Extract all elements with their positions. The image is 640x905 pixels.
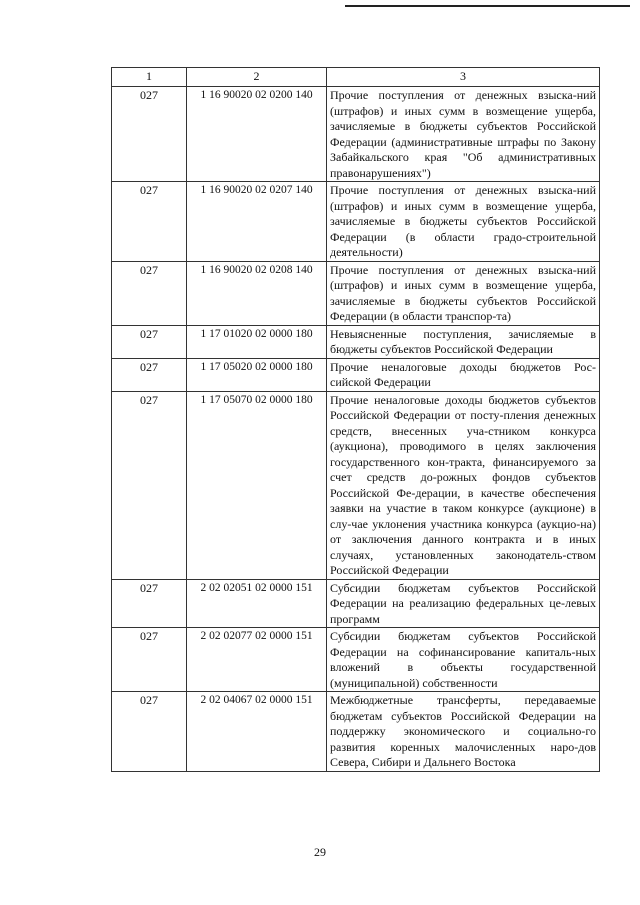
admin-code-cell: 027	[112, 391, 187, 579]
table-row	[112, 87, 600, 182]
kbk-code-cell: 1 17 01020 02 0000 180	[187, 325, 327, 358]
kbk-code-cell: 2 02 02051 02 0000 151	[187, 579, 327, 628]
kbk-code-cell: 1 16 90020 02 0207 140	[187, 182, 327, 262]
scan-mark-line	[345, 5, 630, 7]
description-cell: Субсидии бюджетам субъектов Российской Федерации на софинансирование капиталь-ных вложений в объекты государственной (муниципальной) собственности	[327, 628, 600, 692]
description-cell: Субсидии бюджетам субъектов Российской Федерации на реализацию федеральных це-левых программ	[327, 579, 600, 628]
table-row	[112, 628, 600, 692]
admin-code-cell: 027	[112, 182, 187, 262]
header-col-1: 1	[112, 68, 187, 87]
kbk-code-cell: 1 16 90020 02 0208 140	[187, 261, 327, 325]
budget-code-table	[111, 67, 600, 772]
table-row	[112, 391, 600, 579]
table-row	[112, 358, 600, 391]
description-cell: Прочие поступления от денежных взыска-ний (штрафов) и иных сумм в возмещение ущерба, зачисляемые в бюджеты субъектов Российской Федерации (в области транспор-та)	[327, 261, 600, 325]
kbk-code-cell: 2 02 04067 02 0000 151	[187, 692, 327, 772]
table-row	[112, 182, 600, 262]
kbk-code-cell: 1 17 05070 02 0000 180	[187, 391, 327, 579]
description-cell: Невыясненные поступления, зачисляемые в бюджеты субъектов Российской Федерации	[327, 325, 600, 358]
description-cell: Межбюджетные трансферты, передаваемые бюджетам субъектов Российской Федерации на поддержку экономического и социально-го развития коренных малочисленных наро-дов Севера, Сибири и Дальнего Востока	[327, 692, 600, 772]
admin-code-cell: 027	[112, 261, 187, 325]
admin-code-cell: 027	[112, 692, 187, 772]
header-col-3: 3	[327, 68, 600, 87]
description-cell: Прочие поступления от денежных взыска-ний (штрафов) и иных сумм в возмещение ущерба, зачисляемые в бюджеты субъектов Российской Федерации (в области градо-строительной деятельности)	[327, 182, 600, 262]
kbk-code-cell: 2 02 02077 02 0000 151	[187, 628, 327, 692]
admin-code-cell: 027	[112, 325, 187, 358]
table-row	[112, 325, 600, 358]
kbk-code-cell: 1 16 90020 02 0200 140	[187, 87, 327, 182]
table-row	[112, 692, 600, 772]
admin-code-cell: 027	[112, 579, 187, 628]
description-cell: Прочие неналоговые доходы бюджетов Рос-сийской Федерации	[327, 358, 600, 391]
table-row	[112, 579, 600, 628]
table-row	[112, 261, 600, 325]
description-cell: Прочие неналоговые доходы бюджетов субъектов Российской Федерации от посту-пления денежных средств, внесенных уча-стником конкурса (аукциона), проводимого в целях заключения государственного кон-тракта, финансируемого за счет средств до-рожных фондов субъектов Российской Фе-дерации, в качестве обеспечения заявки на участие в таком конкурсе (аукционе) в слу-чае уклонения участника конкурса (аукцио-на) от заключения данного контракта и в иных случаях, установленных законодатель-ством Российской Федерации	[327, 391, 600, 579]
admin-code-cell: 027	[112, 358, 187, 391]
admin-code-cell: 027	[112, 628, 187, 692]
table-header-row	[112, 68, 600, 87]
page-number: 29	[314, 845, 326, 859]
admin-code-cell: 027	[112, 87, 187, 182]
kbk-code-cell: 1 17 05020 02 0000 180	[187, 358, 327, 391]
header-col-2: 2	[187, 68, 327, 87]
description-cell: Прочие поступления от денежных взыска-ний (штрафов) и иных сумм в возмещение ущерба, зачисляемые в бюджеты субъектов Российской Федерации (административные штрафы по Закону Забайкальского края "Об административных правонарушениях")	[327, 87, 600, 182]
